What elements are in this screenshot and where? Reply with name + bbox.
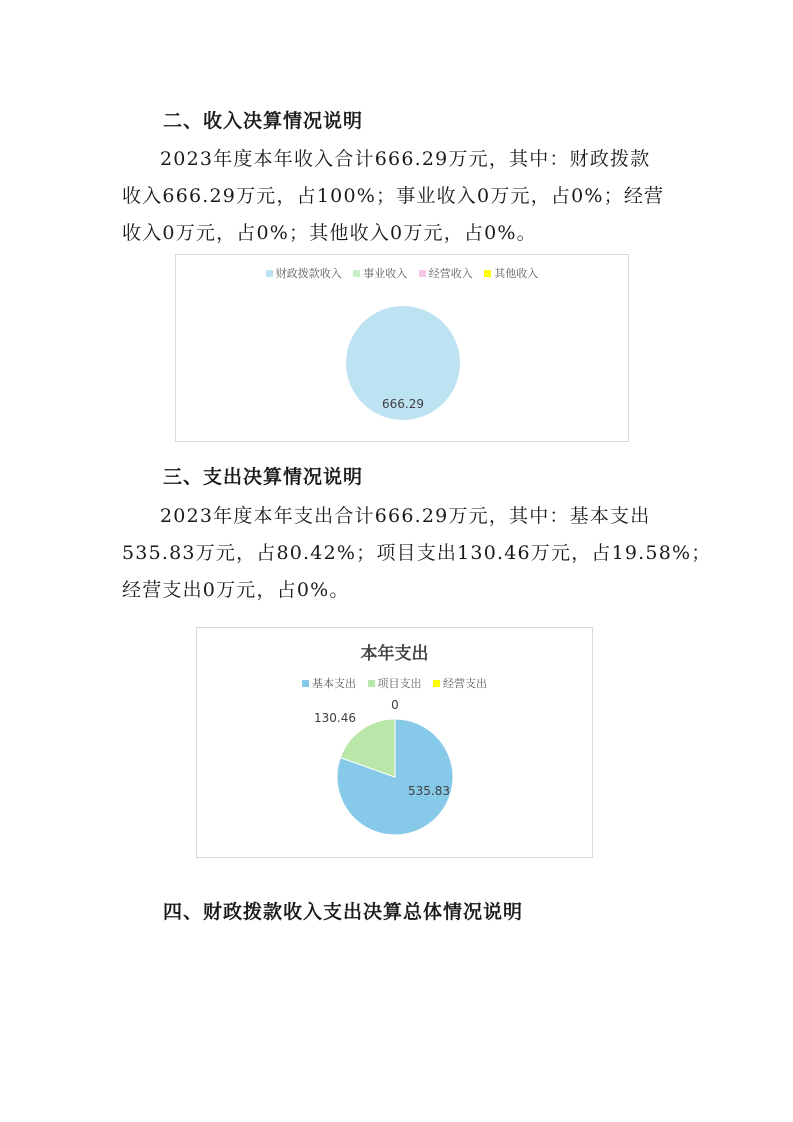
paragraph-line: 收入0万元，占0%；其他收入0万元，占0%。 [122, 222, 537, 244]
paragraph-line: 535.83万元，占80.42%；项目支出130.46万元，占19.58%； [122, 542, 712, 564]
expense-pie-chart [196, 627, 593, 858]
paragraph-line: 2023年度本年支出合计666.29万元，其中：基本支出 [160, 505, 651, 527]
paragraph-line: 收入666.29万元，占100%；事业收入0万元，占0%；经营 [122, 185, 665, 207]
legend-label: 经营收入 [428, 267, 473, 280]
chart-title: 本年支出 [360, 644, 429, 664]
legend-label: 事业收入 [363, 267, 408, 280]
income-pie-svg [176, 255, 628, 441]
data-label-fiscal-income: 666.29 [382, 397, 424, 411]
legend-label: 经营支出 [443, 677, 487, 690]
section-heading-income: 二、收入决算情况说明 [163, 110, 364, 132]
data-label-project-expense: 130.46 [314, 711, 356, 725]
paragraph-line: 经营支出0万元，占0%。 [122, 579, 350, 601]
legend-label: 基本支出 [312, 677, 356, 690]
data-label-basic-expense: 535.83 [408, 784, 450, 798]
legend-label: 项目支出 [377, 677, 422, 690]
paragraph-line: 2023年度本年收入合计666.29万元，其中：财政拨款 [160, 148, 651, 170]
income-pie-chart [175, 254, 629, 442]
section-heading-fiscal-overview: 四、财政拨款收入支出决算总体情况说明 [163, 901, 524, 923]
legend-label: 财政拨款收入 [275, 267, 342, 280]
expense-pie-svg [197, 628, 592, 857]
section-heading-expense: 三、支出决算情况说明 [163, 466, 364, 488]
legend-label: 其他收入 [494, 267, 539, 280]
data-label-operating-expense: 0 [391, 698, 399, 712]
